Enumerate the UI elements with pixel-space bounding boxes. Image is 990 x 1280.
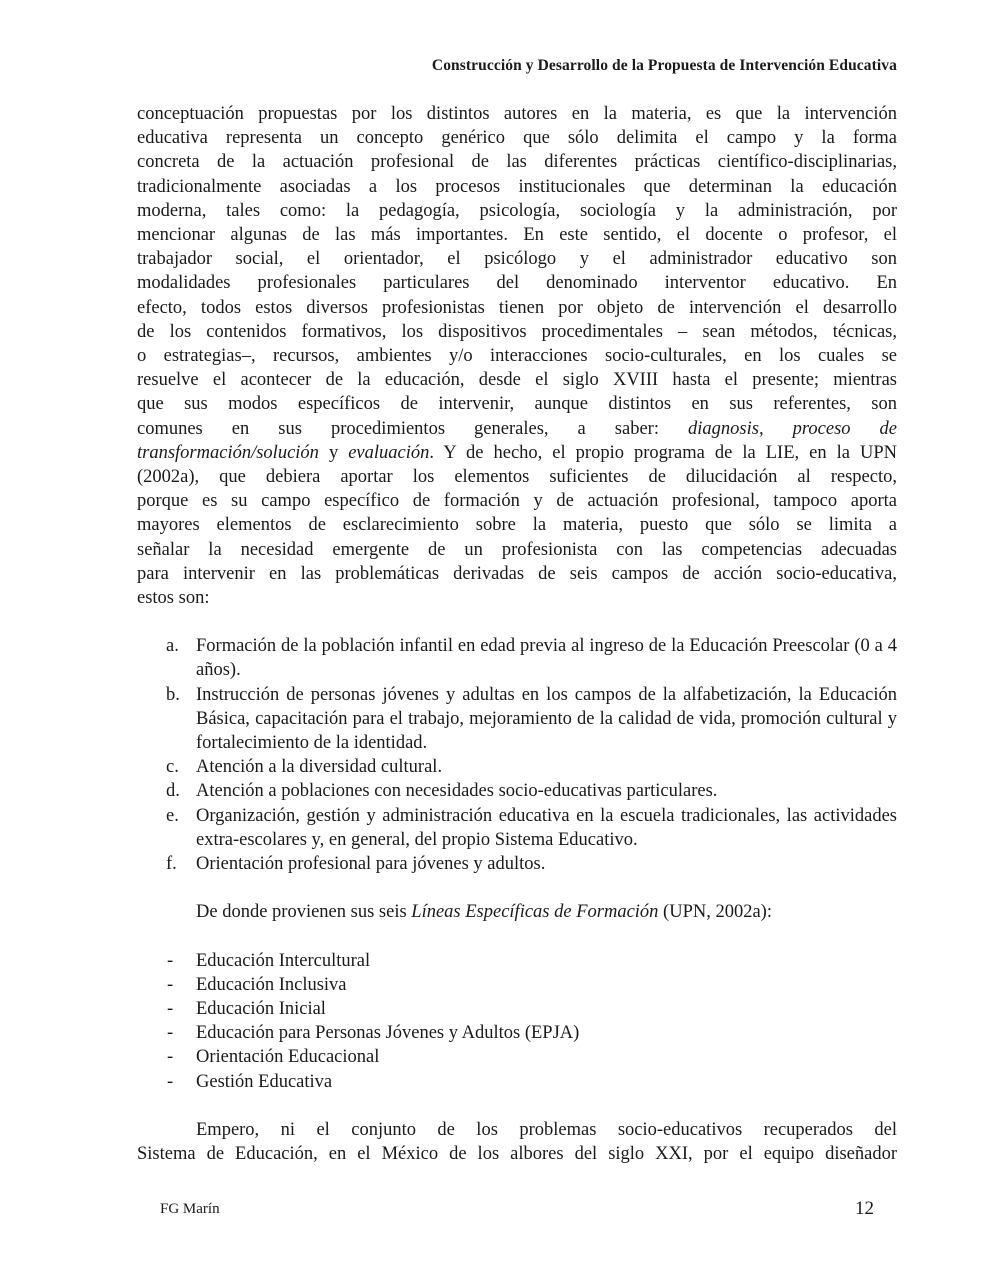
list-item <box>137 755 897 779</box>
footer-author: FG Marín <box>160 1201 220 1217</box>
list-marker: c. <box>166 757 179 778</box>
paragraph-line: tradicionalmente asociadas a los procesos institucionales que determinan la educación <box>137 176 897 197</box>
list-marker: f. <box>166 854 177 875</box>
list-item <box>137 997 897 1021</box>
list-item-text: Formación de la población infantil en edad previa al ingreso de la Educación Preescolar (0 a 4 años). <box>196 636 897 681</box>
list-item <box>137 1021 897 1045</box>
page-body <box>137 102 897 1166</box>
training-lines-intro <box>196 900 897 924</box>
list-item <box>137 804 897 852</box>
running-header: Construcción y Desarrollo de la Propuesta de Intervención Educativa <box>431 57 897 74</box>
italic-term-process: proceso de <box>792 418 898 439</box>
text-run: . Y de hecho, el propio programa de la LIE, en la UPN <box>429 442 897 463</box>
paragraph-line: moderna, tales como: la pedagogía, psicología, sociología y la administración, por <box>137 200 897 221</box>
paragraph-line: concreta de la actuación profesional de las diferentes prácticas científico-disciplinarias, <box>137 152 897 173</box>
list-item-text: Orientación Educacional <box>196 1047 380 1068</box>
list-item-text: Gestión Educativa <box>196 1071 333 1092</box>
dash-marker: - <box>167 950 174 971</box>
paragraph-line: trabajador social, el orientador, el psicólogo y el administrador educativo son <box>137 249 897 270</box>
main-paragraph <box>137 102 897 610</box>
paragraph-line: efecto, todos estos diversos profesionistas tienen por objeto de intervención el desarrollo <box>137 297 897 318</box>
list-item <box>137 683 897 756</box>
dash-marker: - <box>167 1047 174 1068</box>
list-item <box>137 973 897 997</box>
dash-marker: - <box>167 1071 174 1092</box>
list-item <box>137 1045 897 1069</box>
paragraph-line: educativa representa un concepto genérico que sólo delimita el campo y la forma <box>137 128 897 149</box>
paragraph-line: de los contenidos formativos, los dispositivos procedimentales – sean métodos, técnicas, <box>137 321 897 342</box>
list-marker: a. <box>166 636 179 657</box>
italic-term-diagnosis: diagnosis, <box>688 418 764 439</box>
paragraph-line-with-italics <box>137 441 897 465</box>
paragraph-line-with-italics <box>137 417 897 441</box>
paragraph-line: Sistema de Educación, en el México de los albores del siglo XXI, por el equipo diseñador <box>137 1143 897 1164</box>
training-lines-list <box>137 949 897 1094</box>
paragraph-line: modalidades profesionales particulares del denominado interventor educativo. En <box>137 273 897 294</box>
text-run: comunes en sus procedimientos generales, a saber: <box>137 418 659 439</box>
paragraph-line: para intervenir en las problemáticas derivadas de seis campos de acción socio-educativa, <box>137 563 897 584</box>
list-item <box>137 1070 897 1094</box>
list-item-text: Orientación profesional para jóvenes y adultos. <box>196 854 546 875</box>
paragraph-line: Empero, ni el conjunto de los problemas socio-educativos recuperados del <box>196 1119 897 1140</box>
list-item-text: Instrucción de personas jóvenes y adultas en los campos de la alfabetización, la Educación Básica, capacitación para el trabajo, mejoramiento de la calidad de vida, promoción cultural y fortalecimiento de la identidad. <box>196 684 897 754</box>
page-number: 12 <box>855 1198 874 1219</box>
paragraph-line: conceptuación propuestas por los distintos autores en la materia, es que la intervención <box>137 104 897 124</box>
list-item-text: Atención a la diversidad cultural. <box>196 757 443 778</box>
italic-term-transformation: transformación/solución <box>137 442 319 463</box>
action-fields-list <box>137 634 897 876</box>
text-run: De donde provienen sus seis <box>196 902 412 923</box>
paragraph-line: mayores elementos de esclarecimiento sobre la materia, puesto que sólo se limita a <box>137 515 897 536</box>
dash-marker: - <box>167 1023 174 1044</box>
paragraph-line: señalar la necesidad emergente de un profesionista con las competencias adecuadas <box>137 539 897 560</box>
paragraph-line: mencionar algunas de las más importantes. En este sentido, el docente o profesor, el <box>137 225 897 246</box>
dash-marker: - <box>167 974 174 995</box>
list-item-text: Educación para Personas Jóvenes y Adultos (EPJA) <box>196 1023 580 1044</box>
paragraph-line: resuelve el acontecer de la educación, desde el siglo XVIII hasta el presente; mientras <box>137 370 897 391</box>
list-item-text: Educación Intercultural <box>196 950 371 971</box>
list-item <box>137 779 897 803</box>
list-item <box>137 949 897 973</box>
paragraph-line: porque es su campo específico de formación y de actuación profesional, tampoco aporta <box>137 491 897 512</box>
list-marker: e. <box>166 805 179 826</box>
list-item <box>137 634 897 682</box>
italic-title: Líneas Específicas de Formación <box>411 902 659 923</box>
text-run: (UPN, 2002a): <box>658 902 772 923</box>
italic-term-evaluation: evaluación <box>348 442 430 463</box>
paragraph-line: que sus modos específicos de intervenir, aunque distintos en sus referentes, son <box>137 394 897 415</box>
list-item-text: Organización, gestión y administración educativa en la escuela tradicionales, las actividades extra-escolares y, en general, del propio Sistema Educativo. <box>196 805 897 850</box>
list-item-text: Educación Inicial <box>196 998 326 1019</box>
list-marker: b. <box>166 684 180 705</box>
list-item <box>137 852 897 876</box>
dash-marker: - <box>167 998 174 1019</box>
text-run: y <box>318 442 349 463</box>
list-item-text: Atención a poblaciones con necesidades socio-educativas particulares. <box>196 781 718 802</box>
paragraph-line: estos son: <box>137 588 210 609</box>
closing-paragraph <box>137 1118 897 1166</box>
list-item-text: Educación Inclusiva <box>196 974 347 995</box>
list-marker: d. <box>166 781 180 802</box>
paragraph-line: (2002a), que debiera aportar los elementos suficientes de dilucidación al respecto, <box>137 467 897 488</box>
paragraph-line: o estrategias–, recursos, ambientes y/o interacciones socio-culturales, en los cuales se <box>137 346 897 367</box>
